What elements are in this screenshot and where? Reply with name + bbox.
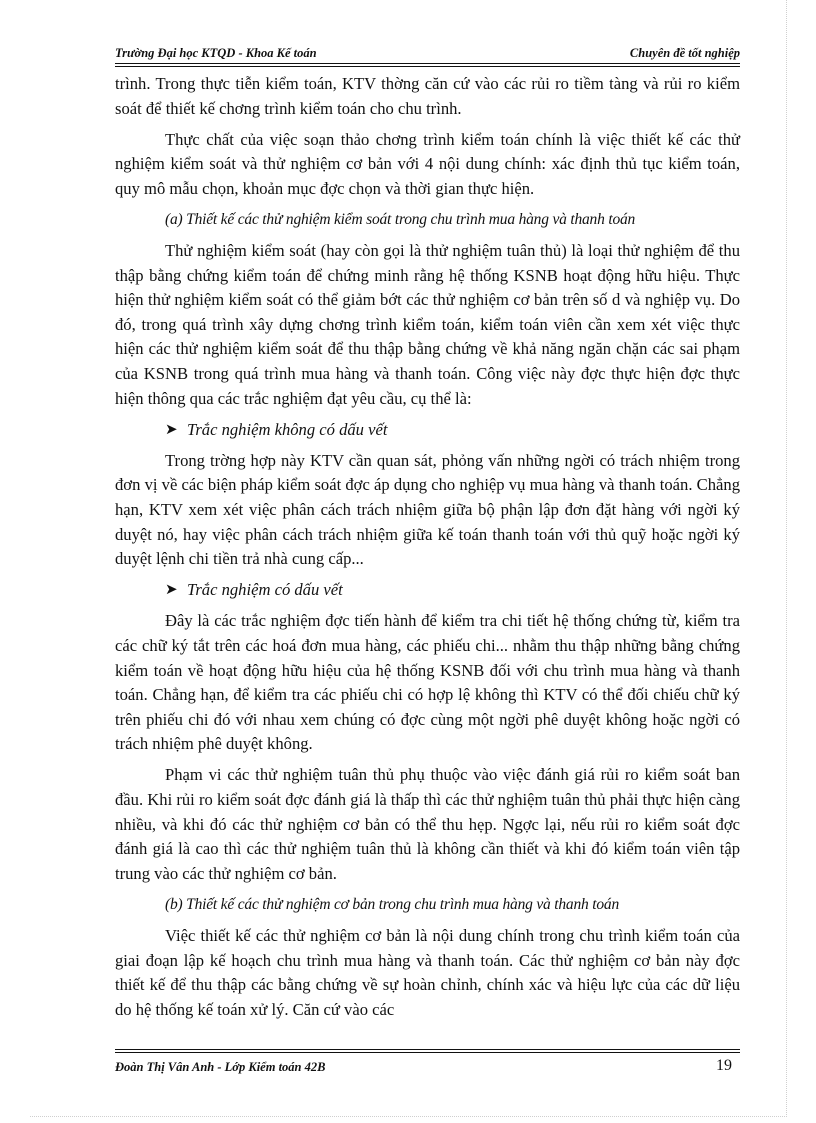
paragraph-5: Đây là các trắc nghiệm đợc tiến hành để kiểm tra chi tiết hệ thống chứng từ, kiểm tra các chữ ký tắt trên các hoá đơn mua hàng, các phiếu chi... nhằm thu thập những bằng chứng kiểm toán về hoạt động hữu hiệu của hệ thống KSNB đối với chu trình mua hàng và thanh toán. Chẳng hạn, để kiểm tra các phiếu chi có hợp lệ không thì KTV có thể đối chiếu chữ ký trên phiếu chi đó với nhau xem chúng có đợc cùng một ngời phê duyệt không hoặc ngời có trách nhiệm phê duyệt không.: [115, 611, 740, 754]
footer-author: Đoàn Thị Vân Anh - Lớp Kiểm toán 42B: [115, 1060, 326, 1074]
paragraph-3: Thử nghiệm kiểm soát (hay còn gọi là thử nghiệm tuân thủ) là loại thử nghiệm để thu thập bằng chứng kiểm toán để chứng minh rằng hệ thống KSNB hoạt động hữu hiệu. Thực hiện thử nghiệm kiểm soát có thể giảm bớt các thử nghiệm cơ bản trên số d và nghiệp vụ. Do đó, trong quá trình xây dựng chơng trình kiểm toán, kiểm toán viên cần xem xét việc thực hiện các thử nghiệm kiểm soát để thu thập bằng chứng về khả năng ngăn chặn các sai phạm của KSNB trong quá trình mua hàng và thanh toán. Công việc này đợc thực hiện đợc thực hiện thông qua các trắc nghiệm đạt yêu cầu, cụ thể là:: [115, 241, 740, 408]
paragraph-2: Thực chất của việc soạn thảo chơng trình kiểm toán chính là việc thiết kế các thử nghiệm kiểm soát và thử nghiệm cơ bản với 4 nội dung chính: xác định thủ tục kiểm toán, quy mô mẫu chọn, khoản mục đợc chọn và thời gian thực hiện.: [115, 129, 740, 198]
paragraph-6: Phạm vi các thử nghiệm tuân thủ phụ thuộc vào việc đánh giá rủi ro kiểm soát ban đầu. Khi rủi ro kiểm soát đợc đánh giá là thấp thì các thử nghiệm tuân thủ phải thực hiện càng nhiều, và khi đó các thử nghiệm cơ bản có thể thu hẹp. Ngợc lại, nếu rủi ro kiểm soát đợc đánh giá là cao thì các thử nghiệm tuân thủ là không cần thiết và khi đó kiểm toán viên tập trung vào các thử nghiệm cơ bản.: [115, 765, 740, 883]
footer-divider: [115, 1049, 740, 1053]
bullet-item-1-label: Trắc nghiệm không có dấu vết: [187, 419, 388, 439]
bullet-item-1: [115, 418, 740, 443]
paragraph-1: trình. Trong thực tiễn kiểm toán, KTV thờng căn cứ vào các rủi ro tiềm tàng và rủi ro kiểm soát để thiết kế chơng trình kiểm toán cho chu trình.: [115, 74, 740, 118]
page-header: [115, 44, 740, 64]
header-institution: Trường Đại học KTQD - Khoa Kế toán: [115, 46, 317, 60]
arrowhead-bullet-icon: ➤: [165, 582, 178, 599]
paragraph-7: Việc thiết kế các thử nghiệm cơ bản là nội dung chính trong chu trình kiểm toán của giai đoạn lập kế hoạch chu trình mua hàng và thanh toán. Các thử nghiệm cơ bản này đợc thiết kế để thu thập các bằng chứng về sự hoàn chỉnh, chính xác và hiệu lực của các dữ liệu do hệ thống kế toán xử lý. Căn cứ vào các: [115, 926, 740, 1019]
section-heading-b: (b) Thiết kế các thử nghiệm cơ bản trong chu trình mua hàng và thanh toán: [165, 895, 619, 913]
document-body: [115, 72, 740, 1029]
header-document-type: Chuyên đề tốt nghiệp: [629, 46, 740, 60]
page-number: 19: [716, 1057, 732, 1074]
bullet-item-2: [115, 578, 740, 603]
section-heading-a: (a) Thiết kế các thử nghiệm kiểm soát trong chu trình mua hàng và thanh toán: [165, 210, 636, 228]
bullet-item-2-label: Trắc nghiệm có dấu vết: [187, 580, 343, 600]
header-divider: [115, 63, 740, 67]
paragraph-4: Trong trờng hợp này KTV cần quan sát, phỏng vấn những ngời có trách nhiệm trong đơn vị về các biện pháp kiểm soát đợc áp dụng cho nghiệp vụ mua hàng và thanh toán. Chẳng hạn, KTV xem xét việc phân cách trách nhiệm giữa bộ phận lập đơn đặt hàng với ngời ký duyệt nó, hay việc phân cách trách nhiệm giữa kế toán thanh toán với thủ quỹ hoặc ngời ký duyệt lệnh chi tiền trả nhà cung cấp...: [115, 450, 740, 569]
page-footer: [115, 1057, 740, 1080]
arrowhead-bullet-icon: ➤: [165, 421, 178, 438]
